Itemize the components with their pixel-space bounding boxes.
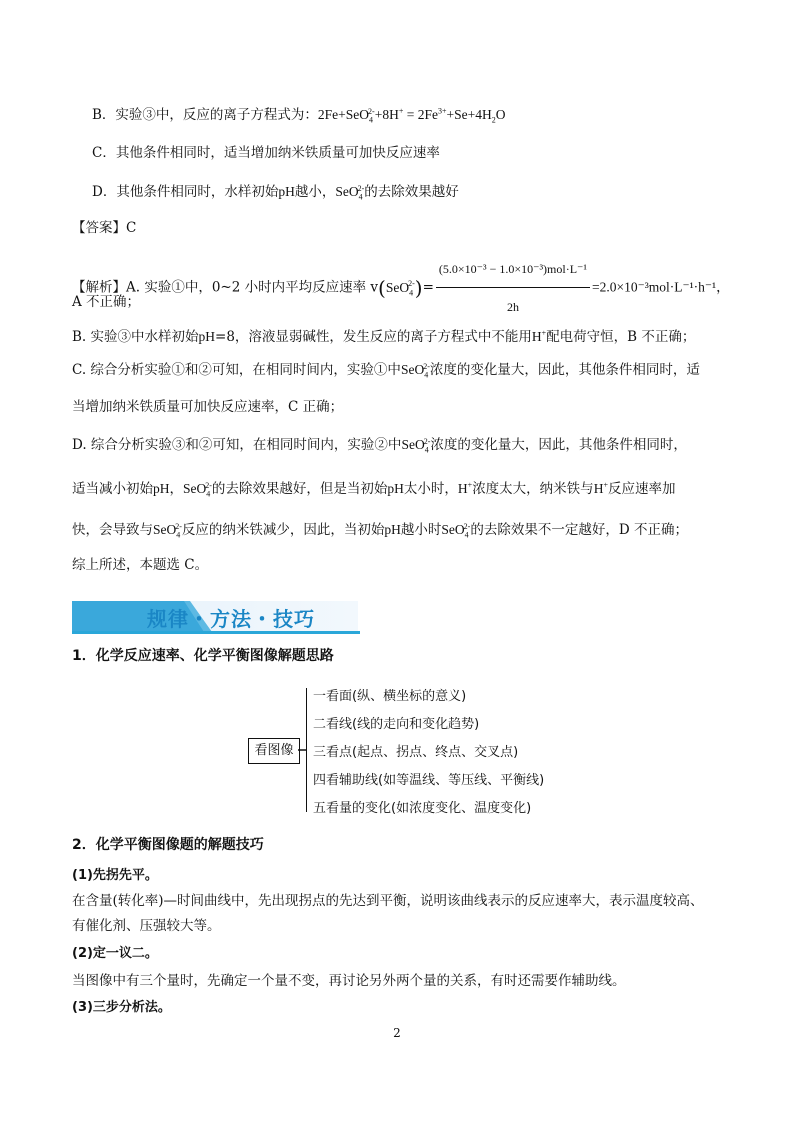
page-number: 2 (393, 1026, 401, 1040)
diagram-item-1: 一看面(纵、横坐标的意义) (313, 689, 467, 704)
analysis-summary: 综上所述，本题选 C。 (72, 557, 209, 573)
tip1-text-line1: 在含量(转化率)—时间曲线中，先出现拐点的先达到平衡，说明该曲线表示的反应速率大，表示温度较高、 (72, 893, 704, 909)
analysis-c-line2: 当增加纳米铁质量可加快反应速率，C 正确； (72, 399, 344, 415)
diagram-connector (298, 749, 307, 752)
answer-line: 【答案】C (72, 220, 137, 236)
tip2-text: 当图像中有三个量时，先确定一个量不变，再讨论另外两个量的关系，有时还需要作辅助线。 (72, 973, 626, 989)
section1-heading: 1．化学反应速率、化学平衡图像解题思路 (72, 648, 334, 664)
diagram-item-5: 五看量的变化(如浓度变化、温度变化) (313, 801, 532, 816)
analysis-a-end: A 不正确； (72, 294, 141, 310)
rate-fraction: $\frac{\text{(5.0×10⁻³ − 1.0×10⁻³)mol·L⁻¹}}{2h}$ (436, 252, 590, 324)
analysis-c-line1: C. 综合分析实验①和②可知，在相同时间内，实验①中SeO$_4^{2-}$浓度的变化量大，因此，其他条件相同时，适 (72, 361, 700, 380)
analysis-a: 【解析】A. 实验①中，0~2 小时内平均反应速率 v(SeO$_4^{2-}$)= $\frac{\text{(5.0×10⁻³ − 1.0×10⁻³)mol·L⁻¹}}{2h}$ =2.0×10⁻³mol·L⁻¹·h⁻¹， (72, 252, 730, 324)
equation-b: $2Fe+SeO_4^{2-}+8H^+ = 2Fe^{3+}+Se+4H_2O$ (317, 106, 506, 125)
section-banner (72, 601, 360, 635)
section2-heading: 2．化学平衡图像题的解题技巧 (72, 837, 264, 853)
tip3-title: (3)三步分析法。 (72, 1000, 171, 1015)
analysis-d-line2: 适当减小初始pH，SeO$_4^{2-}$的去除效果越好，但是当初始pH太小时，H+浓度太大，纳米铁与H+反应速率加 (72, 480, 676, 499)
tip2-title: (2)定一议二。 (72, 946, 158, 961)
tip1-title: (1)先拐先平。 (72, 868, 158, 883)
diagram-item-4: 四看辅助线(如等温线、等压线、平衡线) (313, 773, 545, 788)
analysis-d-line1: D. 综合分析实验③和②可知，在相同时间内，实验②中SeO$_4^{2-}$浓度的变化量大，因此，其他条件相同时， (72, 436, 687, 455)
analysis-b: B. 实验③中水样初始pH=8，溶液显弱碱性，发生反应的离子方程式中不能用H+配电荷守恒，B 不正确； (72, 328, 696, 345)
option-d: D．其他条件相同时，水样初始pH越小，SeO$_4^{2-}$的去除效果越好 (92, 183, 459, 202)
diagram-item-3: 三看点(起点、拐点、终点、交叉点) (313, 745, 519, 760)
diagram-item-2: 二看线(线的走向和变化趋势) (313, 717, 480, 732)
analysis-d-line3: 快，会导致与SeO$_4^{2-}$反应的纳米铁减少，因此，当初始pH越小时SeO$_4^{2-}$的去除效果不一定越好，D 不正确； (72, 521, 688, 540)
tip1-text-line2: 有催化剂、压强较大等。 (72, 918, 221, 934)
option-c: C．其他条件相同时，适当增加纳米铁质量可加快反应速率 (92, 145, 440, 161)
diagram-center-box: 看图像 (248, 738, 300, 764)
option-b: B．实验③中，反应的离子方程式为：$2Fe+SeO_4^{2-}+8H^+ = 2Fe^{3+}+Se+4H_2O$ (92, 106, 506, 125)
banner-title: 规律・方法・技巧 (147, 607, 315, 631)
